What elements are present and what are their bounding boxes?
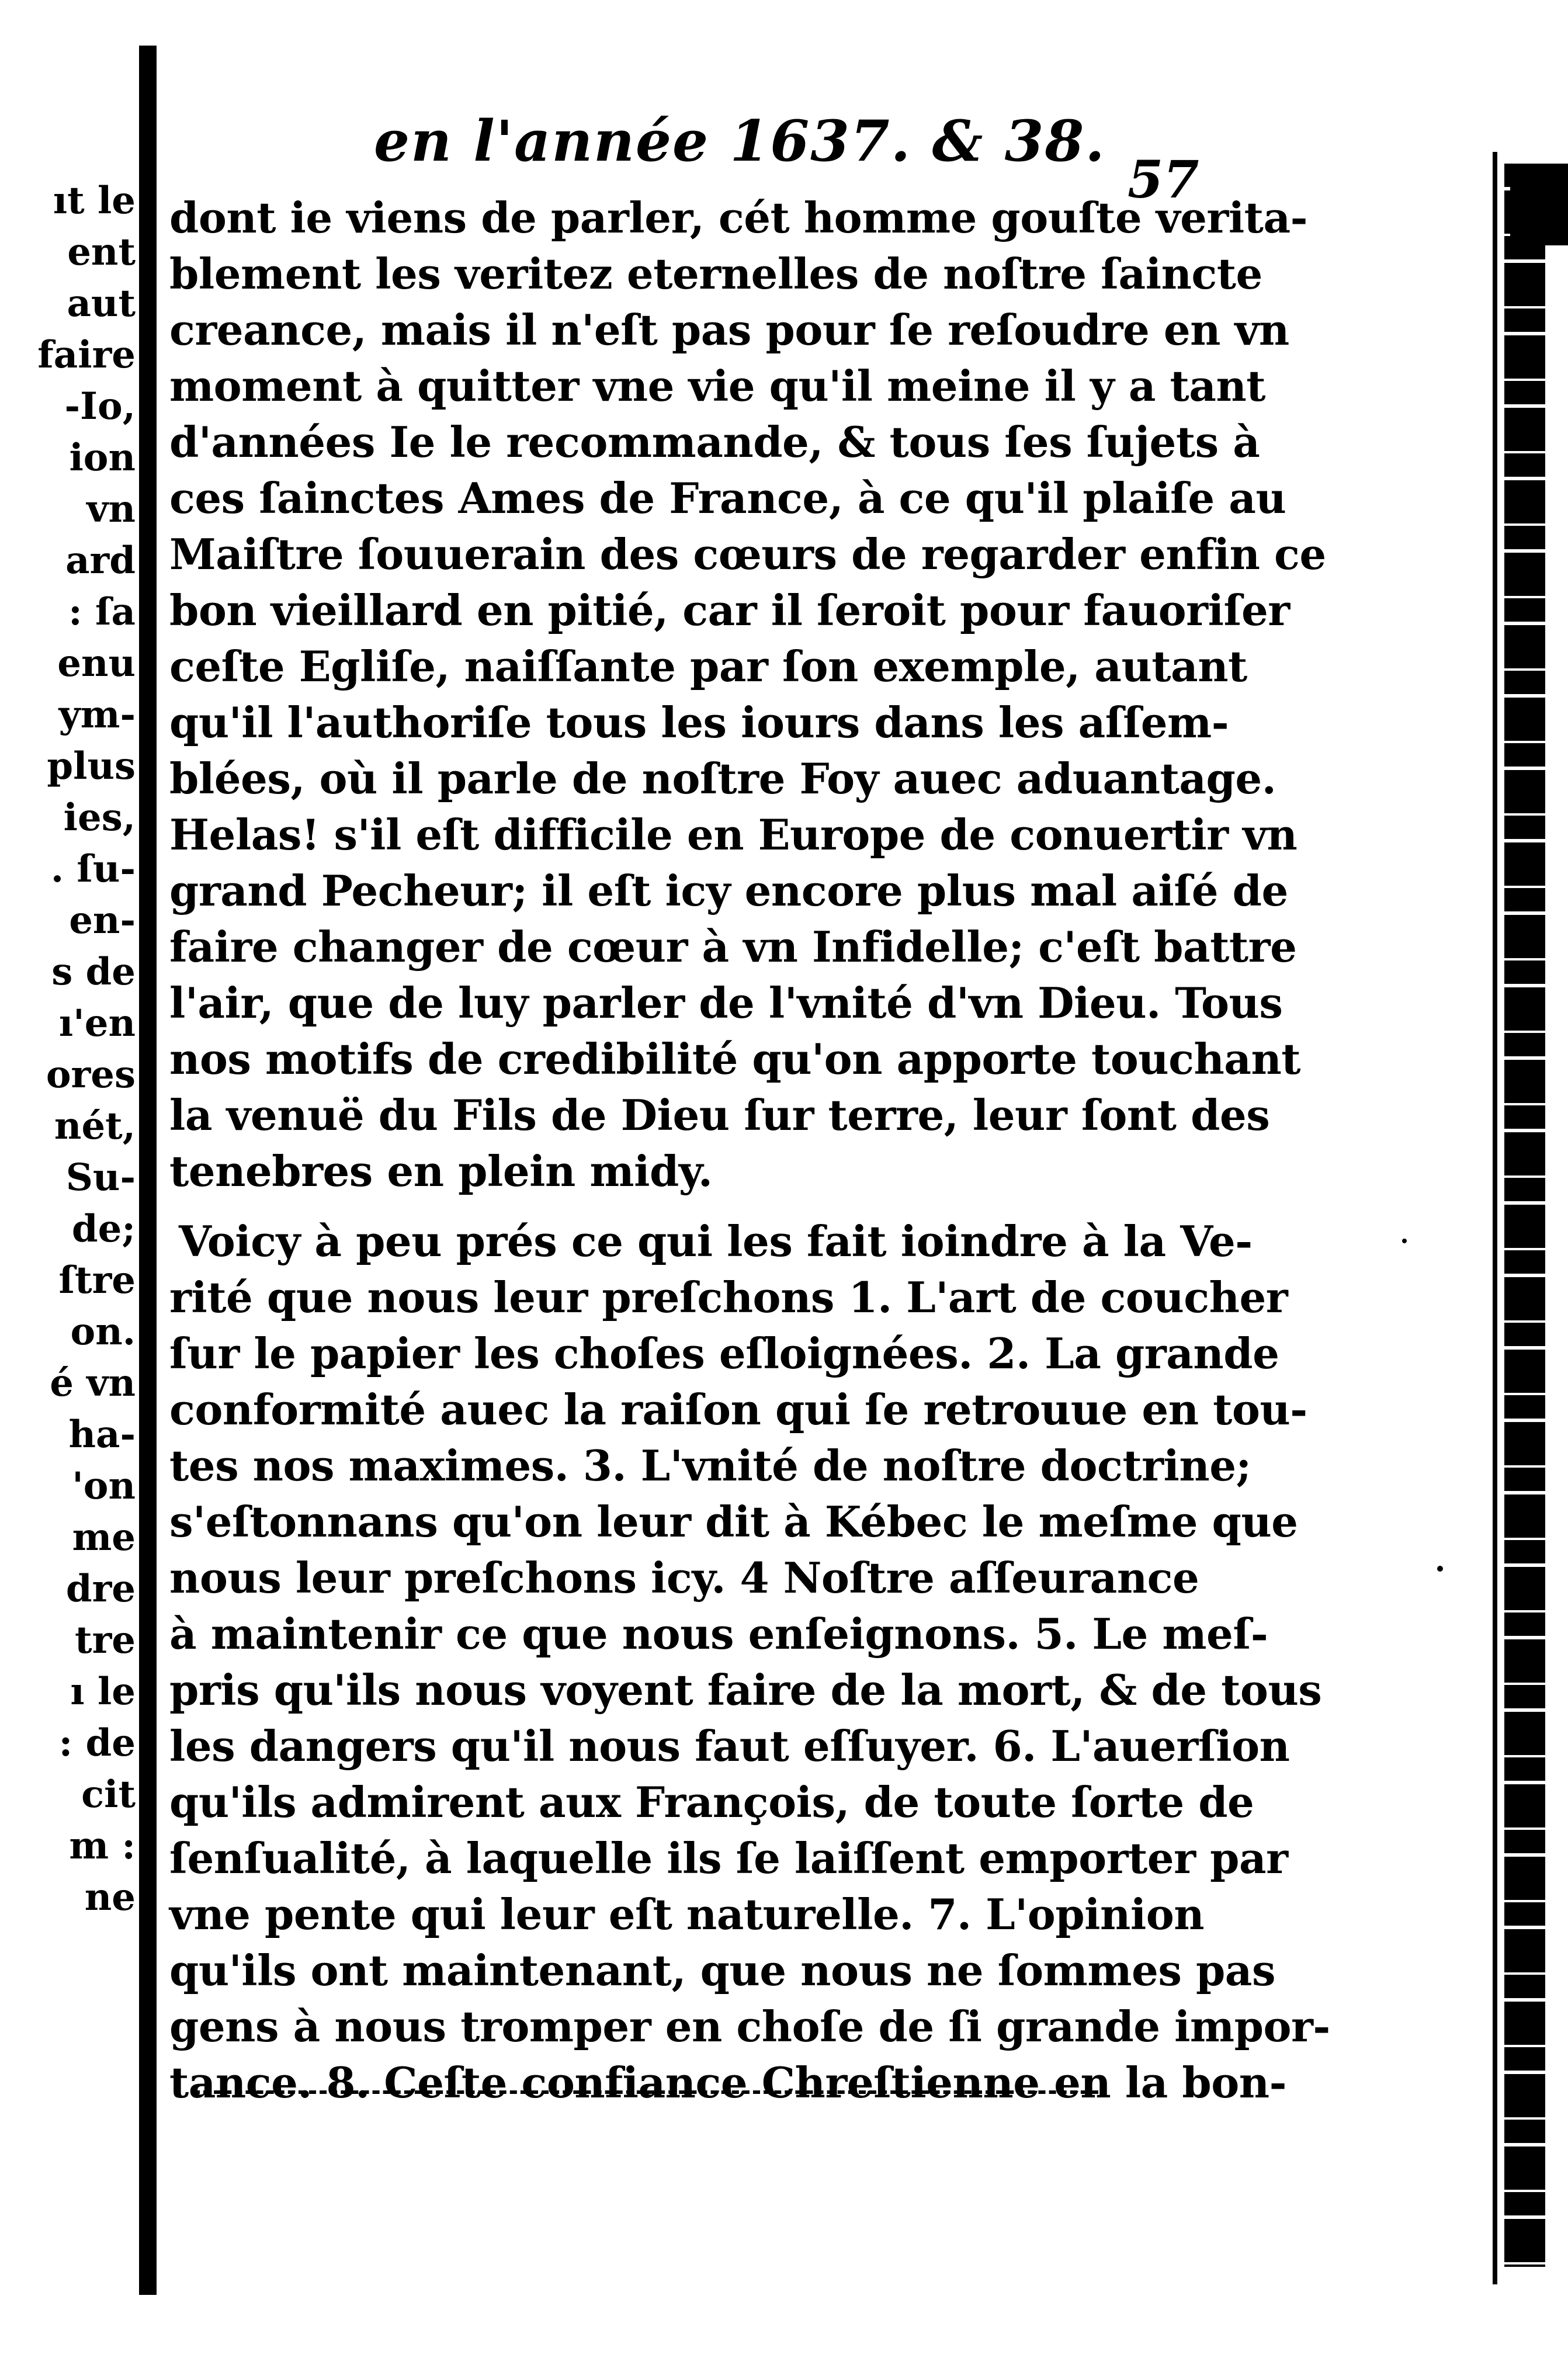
text-line: grand Pecheur; il eſt icy encore plus mal aiſé de xyxy=(169,866,1288,916)
text-line: ſur le papier les choſes eſloignées. 2. La grande xyxy=(169,1329,1279,1378)
text-line: ſenſualité, à laquelle ils ſe laiſſent emporter par xyxy=(169,1833,1288,1883)
text-line: bon vieillard en pitié, car il ſeroit pour fauoriſer xyxy=(169,585,1290,635)
left-fragment-line: ores xyxy=(46,1053,136,1097)
left-fragment-line: ı le xyxy=(70,1670,136,1714)
text-line: faire changer de cœur à vn Infidelle; c'eſt battre xyxy=(169,922,1297,972)
text-line: tenebres en plein midy. xyxy=(169,1146,713,1196)
text-line: Helas! s'il eſt difficile en Europe de conuertir vn xyxy=(169,810,1298,859)
ink-speck xyxy=(146,2261,157,2265)
left-fragment-line: ıt le xyxy=(53,179,136,223)
left-fragment-line: de; xyxy=(71,1207,136,1251)
left-fragment-line: ies, xyxy=(63,796,136,840)
right-page-edge-cap xyxy=(1510,164,1568,245)
left-fragment-line: nét, xyxy=(54,1104,136,1148)
text-line: les dangers qu'il nous faut eſſuyer. 6. L'auerſion xyxy=(169,1721,1290,1771)
left-fragment-line: ı'en xyxy=(58,1001,136,1045)
left-fragment-line: me xyxy=(72,1516,136,1559)
bottom-rule xyxy=(193,2090,1098,2094)
left-fragment-line: on. xyxy=(70,1310,136,1354)
left-fragment-line: ne xyxy=(84,1875,136,1919)
text-line: ceſte Egliſe, naiſſante par ſon exemple, autant xyxy=(169,641,1247,691)
left-fragment-line: cit xyxy=(81,1773,136,1816)
left-fragment-line: Su- xyxy=(65,1156,136,1199)
text-line: pris qu'ils nous voyent faire de la mort, & de tous xyxy=(169,1665,1322,1715)
gutter-shadow xyxy=(139,46,157,2295)
page-number: 57 xyxy=(1128,149,1199,210)
left-fragment-line: faire xyxy=(37,333,136,377)
body-text xyxy=(169,190,1330,2111)
text-line: creance, mais il n'eſt pas pour ſe reſoudre en vn xyxy=(169,305,1289,355)
left-fragment-line: 'on xyxy=(72,1464,136,1508)
left-fragment-line: ard xyxy=(65,539,136,582)
text-line: conformité auec la raiſon qui ſe retrouue en tou- xyxy=(169,1385,1307,1434)
left-fragment-line: enu xyxy=(57,641,136,685)
text-line: blées, où il parle de noſtre Foy auec aduantage. xyxy=(169,754,1276,803)
left-fragment-line: ſtre xyxy=(58,1258,136,1302)
left-fragment-line: m : xyxy=(69,1824,136,1868)
left-fragment-line: : de xyxy=(58,1721,136,1765)
text-line: l'air, que de luy parler de l'vnité d'vn Dieu. Tous xyxy=(169,978,1283,1028)
left-fragment-line: plus xyxy=(47,744,136,788)
text-line: qu'il l'authoriſe tous les iours dans les aſſem- xyxy=(169,698,1229,747)
text-line: moment à quitter vne vie qu'il meine il y a tant xyxy=(169,361,1266,411)
running-head: en l'année 1637. & 38. xyxy=(374,108,1106,174)
text-line: vne pente qui leur eſt naturelle. 7. L'opinion xyxy=(169,1889,1205,1939)
text-line: qu'ils ont maintenant, que nous ne ſommes pas xyxy=(169,1946,1275,1995)
left-fragment-line: é vn xyxy=(50,1361,136,1405)
ink-speck xyxy=(1437,1566,1443,1572)
text-line: d'années Ie le recommande, & tous ſes ſujets à xyxy=(169,417,1260,467)
text-line: rité que nous leur preſchons 1. L'art de coucher xyxy=(169,1272,1288,1322)
text-line: nos motifs de credibilité qu'on apporte touchant xyxy=(169,1034,1301,1084)
left-fragment-line: en- xyxy=(69,899,136,942)
text-line: tance. 8. Ceſte confiance Chreſtienne en la bon- xyxy=(169,2058,1286,2107)
left-fragment-line: dre xyxy=(65,1567,136,1611)
left-fragment-line: ym- xyxy=(58,693,136,737)
text-line: nous leur preſchons icy. 4 Noſtre aſſeurance xyxy=(169,1553,1199,1603)
left-fragment-line: -Io, xyxy=(64,384,136,428)
text-line: gens à nous tromper en choſe de ſi grande impor- xyxy=(169,2002,1330,2051)
text-line: tes nos maximes. 3. L'vnité de noſtre doctrine; xyxy=(169,1441,1251,1490)
right-page-edge xyxy=(1504,164,1545,2267)
text-line: dont ie viens de parler, cét homme gouſte verita- xyxy=(169,193,1307,242)
left-fragment-line: : ſa xyxy=(68,590,136,634)
text-line: s'eſtonnans qu'on leur dit à Kébec le meſme que xyxy=(169,1497,1298,1546)
ink-speck xyxy=(1402,1239,1407,1243)
text-line: à maintenir ce que nous enſeignons. 5. Le meſ- xyxy=(169,1609,1268,1659)
left-fragment-line: ha- xyxy=(68,1413,136,1457)
left-fragment-line: aut xyxy=(67,282,136,325)
left-fragment-line: ent xyxy=(67,230,136,274)
text-line: Maiſtre ſouuerain des cœurs de regarder enfin ce xyxy=(169,529,1326,579)
left-fragment-line: ion xyxy=(69,436,136,480)
text-line: Voicy à peu prés ce qui les fait ioindre à la Ve- xyxy=(179,1216,1253,1266)
text-line: la venuë du Fils de Dieu ſur terre, leur ſont des xyxy=(169,1090,1270,1140)
text-line: blement les veritez eternelles de noſtre ſaincte xyxy=(169,249,1262,299)
left-fragment-line: . ſu- xyxy=(50,847,136,891)
left-fragment-line: s de xyxy=(51,950,136,994)
left-fragment-line: tre xyxy=(75,1618,136,1662)
left-page-fragments xyxy=(0,175,136,1923)
text-line: qu'ils admirent aux François, de toute ſorte de xyxy=(169,1777,1254,1827)
paragraph-gap xyxy=(169,1199,1163,1213)
text-line: ces ſainctes Ames de France, à ce qu'il plaiſe au xyxy=(169,473,1286,523)
right-page-edge-line xyxy=(1493,152,1497,2284)
left-fragment-line: vn xyxy=(86,487,136,531)
